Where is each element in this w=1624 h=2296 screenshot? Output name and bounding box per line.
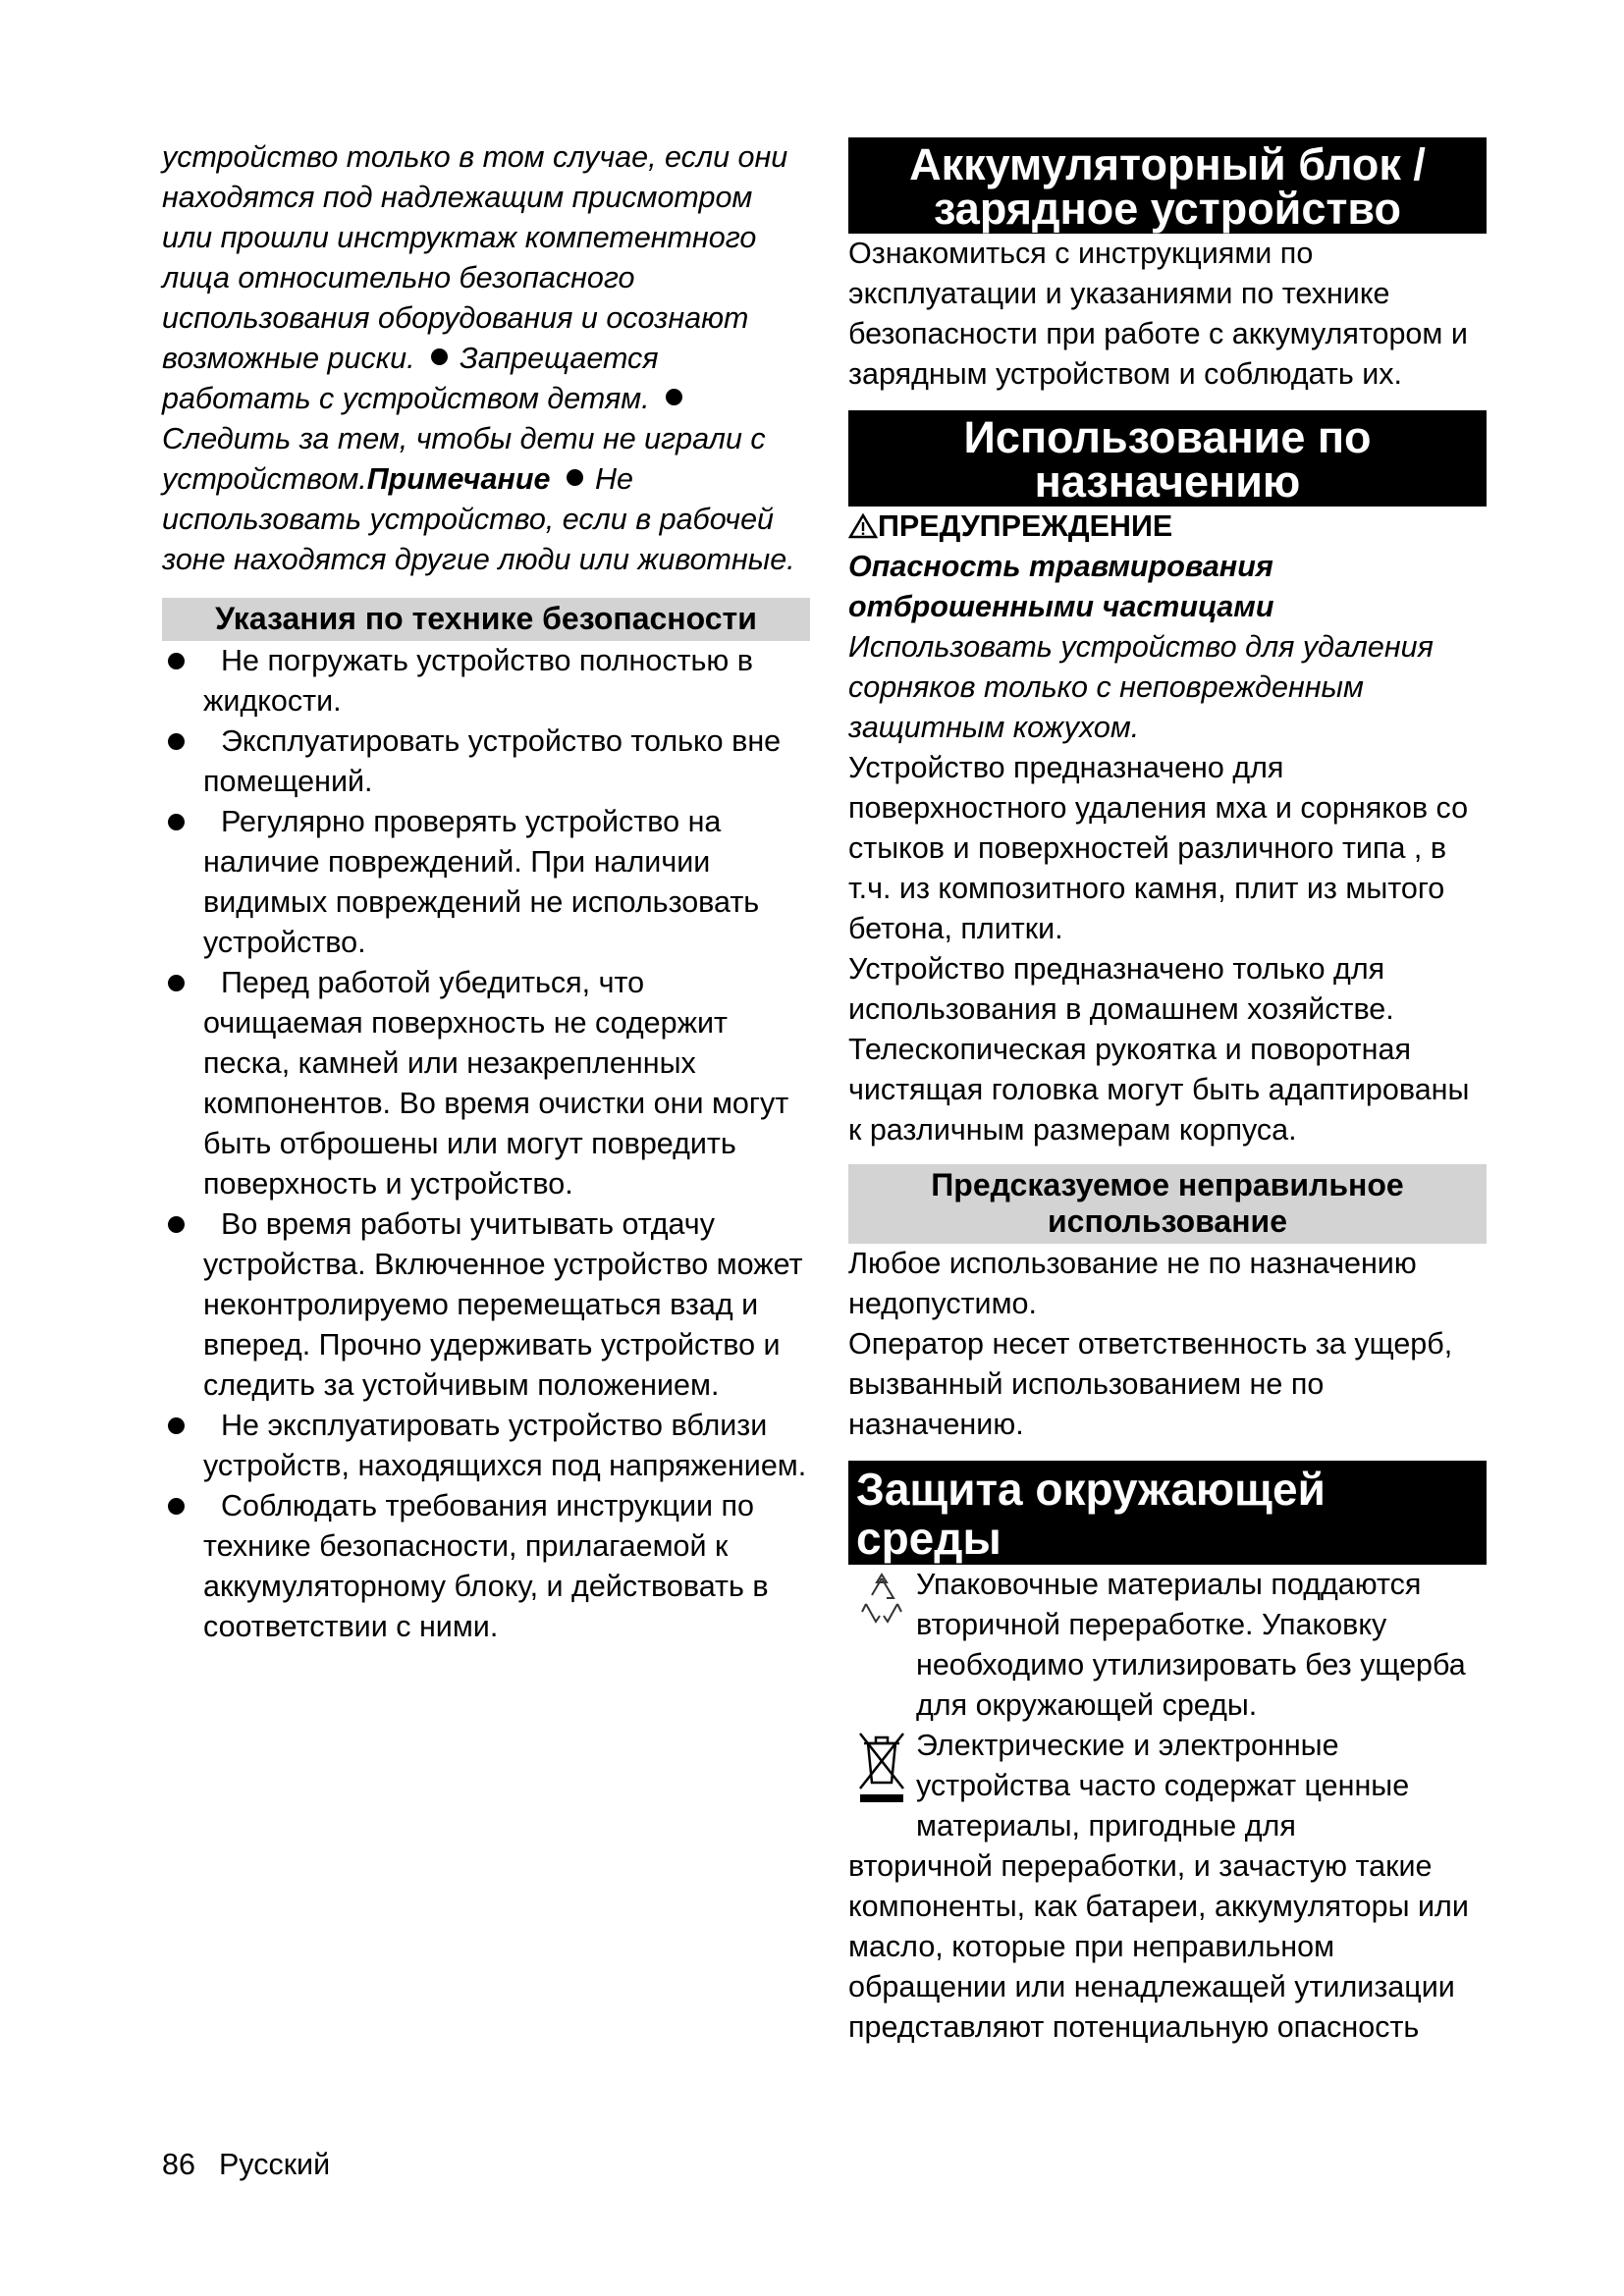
battery-text: Ознакомиться с инструкциями по эксплуатации и указаниями по технике безопасности при работе с аккумулятором и зарядным устройством и соблюдать их.: [848, 237, 1468, 391]
left-column: [162, 137, 810, 1647]
intro-rule-2: Следить за тем, чтобы дети не играли с устройством.: [162, 422, 766, 496]
env-text-1: Упаковочные материалы поддаются вторичной переработке. Упаковку необходимо утилизировать без ущерба для окружающей среды.: [916, 1568, 1466, 1722]
warning-triangle-icon: [848, 513, 878, 539]
right-column: [848, 137, 1487, 2048]
list-item: Не эксплуатировать устройство вблизи устройств, находящихся под напряжением.: [162, 1406, 810, 1486]
list-item: Перед работой убедиться, что очищаемая поверхность не содержит песка, камней или незакрепленных компонентов. Во время очистки они могут быть отброшены или могут повредить поверхность и устройство.: [162, 963, 810, 1204]
list-item: Не погружать устройство полностью в жидкости.: [162, 641, 810, 721]
environment-heading: Защита окружающей среды: [848, 1461, 1487, 1565]
weee-block: [848, 1726, 1487, 1846]
bullet-icon: [168, 733, 185, 750]
intro-rule-3: Не использовать устройство, если в рабочей зоне находятся другие люди или животные.: [162, 462, 795, 576]
bullet-icon: [168, 1216, 185, 1233]
list-item: Во время работы учитывать отдачу устройства. Включенное устройство может неконтролируемо перемещаться взад и вперед. Прочно удерживать устройство и следить за устойчивым положением.: [162, 1204, 810, 1406]
recycle-icon: [854, 1571, 909, 1629]
usage-text-2: Устройство предназначено только для использования в домашнем хозяйстве.: [848, 952, 1394, 1026]
misuse-text-2: Оператор несет ответственность за ущерб, вызванный использованием не по назначению.: [848, 1327, 1453, 1441]
bullet-icon: [567, 469, 583, 486]
safety-heading: Указания по технике безопасности: [162, 598, 810, 641]
bullet-icon: [168, 975, 185, 991]
note-label: Примечание: [366, 462, 551, 496]
page-footer: [162, 2148, 353, 2182]
bullet-icon: [168, 653, 185, 669]
env-text-3: вторичной переработки, и зачастую такие компоненты, как батареи, аккумуляторы или масло, которые при неправильном обращении или ненадлежащей утилизации представляют потенциальную опасность: [848, 1849, 1469, 2044]
list-item: Регулярно проверять устройство на наличие повреждений. При наличии видимых повреждений не использовать устройство.: [162, 802, 810, 963]
list-item: Соблюдать требования инструкции по технике безопасности, прилагаемой к аккумуляторному блоку, и действовать в соответствии с ними.: [162, 1486, 810, 1647]
bullet-icon: [168, 814, 185, 830]
danger-text: Использовать устройство для удаления сорняков только с неповрежденным защитным кожухом.: [848, 630, 1434, 744]
usage-text-1: Устройство предназначено для поверхностного удаления мха и сорняков со стыков и поверхностей различного типа , в т.ч. из композитного камня, плит из мытого бетона, плитки.: [848, 751, 1469, 945]
misuse-heading: Предсказуемое неправильное использование: [848, 1164, 1487, 1244]
language-label: Русский: [218, 2148, 331, 2181]
bullet-icon: [431, 348, 448, 365]
warning-line: [848, 507, 1487, 547]
warning-label: ПРЕДУПРЕЖДЕНИЕ: [878, 509, 1173, 543]
intro-rule-1: Запрещается работать с устройством детям.: [162, 342, 659, 415]
intro-paragraph: [162, 137, 810, 580]
bullet-icon: [168, 1498, 185, 1515]
misuse-text-1: Любое использование не по назначению недопустимо.: [848, 1247, 1417, 1320]
danger-title: Опасность травмирования отброшенными частицами: [848, 550, 1274, 623]
env-text-2: Электрические и электронные устройства часто содержат ценные материалы, пригодные для: [916, 1729, 1410, 1842]
intro-text: устройство только в том случае, если они находятся под надлежащим присмотром или прошли инструктаж компетентного лица относительно безопасного использования оборудования и осознают возможные риски.: [162, 140, 788, 375]
page-number: 86: [162, 2148, 195, 2181]
crossed-bin-icon: [854, 1728, 909, 1806]
usage-heading: Использование по назначению: [848, 410, 1487, 507]
battery-heading: Аккумуляторный блок / зарядное устройство: [848, 137, 1487, 234]
list-item: Эксплуатировать устройство только вне помещений.: [162, 721, 810, 802]
safety-list: [162, 641, 810, 1647]
bullet-icon: [666, 389, 682, 405]
usage-text-3: Телескопическая рукоятка и поворотная чистящая головка могут быть адаптированы к различным размерам корпуса.: [848, 1033, 1470, 1147]
bullet-icon: [168, 1417, 185, 1434]
recycling-block: [848, 1565, 1487, 1726]
